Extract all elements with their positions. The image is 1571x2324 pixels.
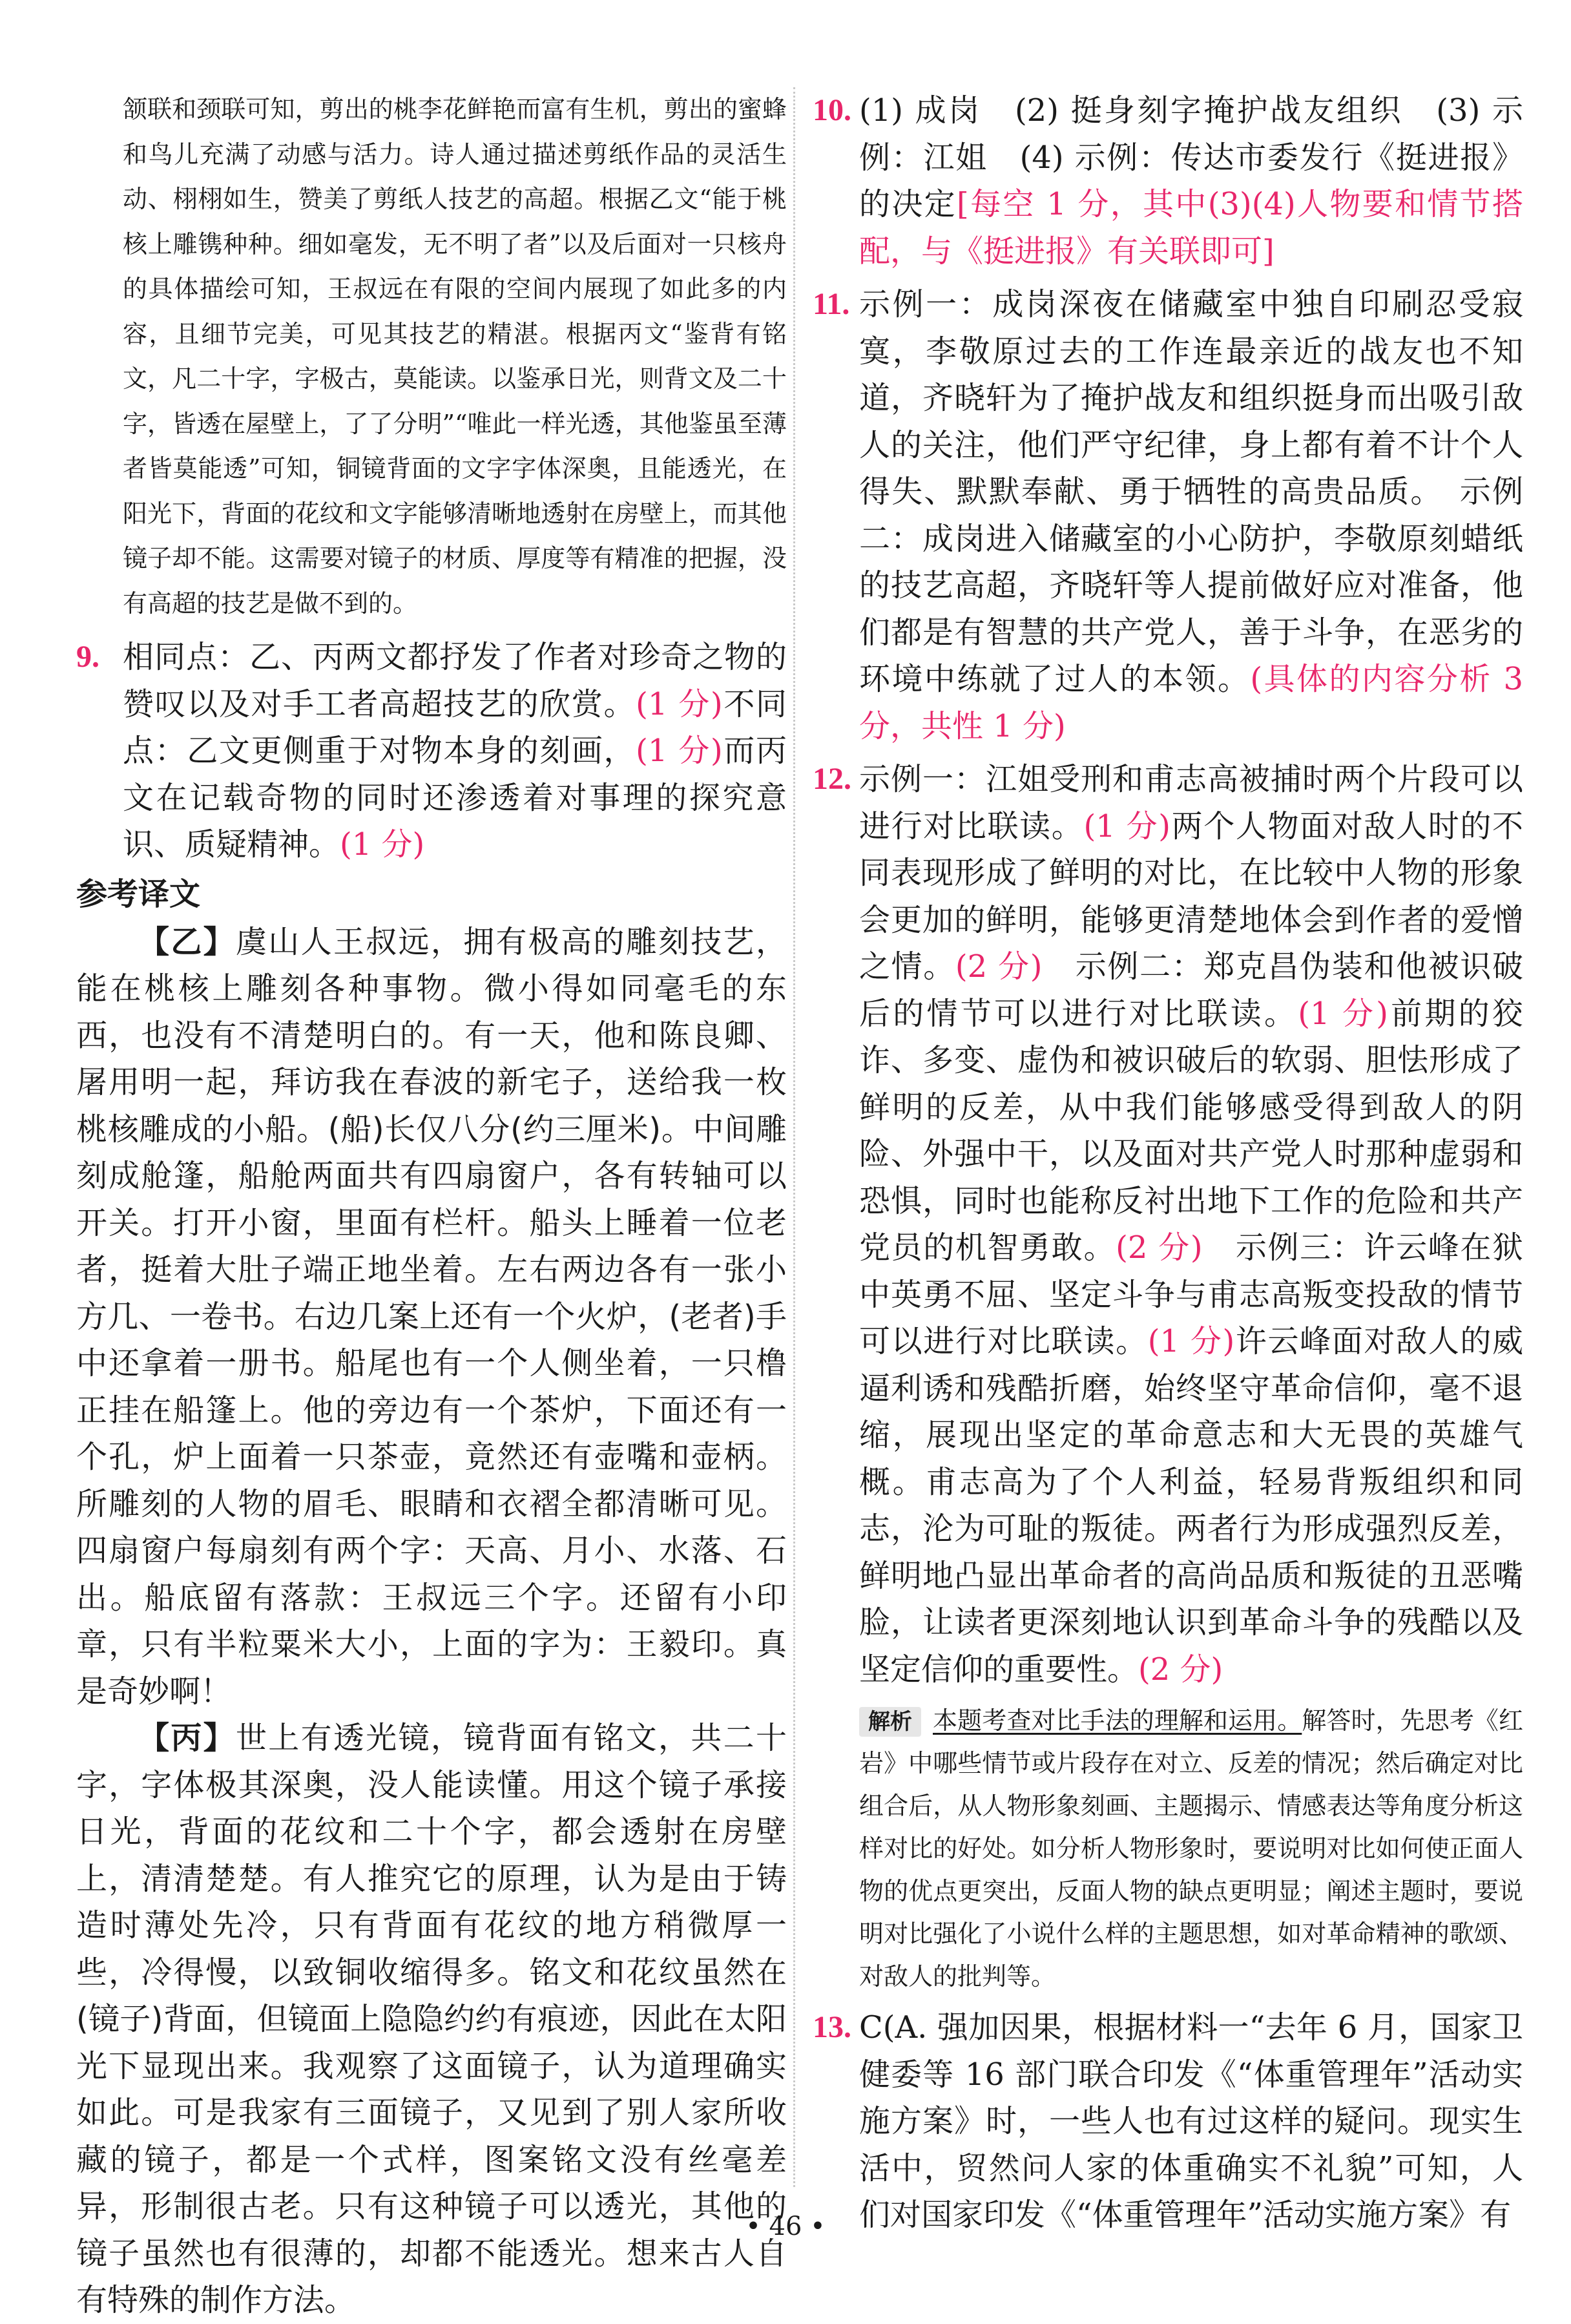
question-12 <box>813 756 1523 1693</box>
answer-text: 示例一：江姐受刑和甫志高被捕时两个片段可以进行对比联读。 <box>859 761 1523 844</box>
translation-yi <box>76 919 787 1715</box>
translation-text: 世上有透光镜，镜背面有铭文，共二十字，字体极其深奥，没人能读懂。用这个镜子承接日光，背面的花纹和二十个字，都会透射在房壁上，清清楚楚。有人推究它的原理，认为是由于铸造时薄处先冷，只有背面有花纹的地方稍微厚一些，冷得慢，以致铜收缩得多。铭文和花纹虽然在(镜子)背面，但镜面上隐隐约约有痕迹，因此在太阳光下显现出来。我观察了这面镜子，认为道理确实如此。可是我家有三面镜子，又见到了别人家所收藏的镜子，都是一个式样，图案铭文没有丝毫差异，形制很古老。只有这种镜子可以透光，其他的镜子虽然也有很薄的，却都不能透光。想来古人自有特殊的制作方法。 <box>76 1720 787 2318</box>
analysis-label: 解析 <box>859 1707 921 1737</box>
score-note: (1 分) <box>1083 808 1170 844</box>
answer-text: 前期的狡诈、多变、虚伪和被识破后的软弱、胆怯形成了鲜明的反差，从中我们能够感受得到敌人的阴险、外强中干，以及面对共产党人时那种虚弱和恐惧，同时也能称反衬出地下工作的危险和共产党员的机智勇敢。 <box>859 995 1523 1266</box>
question-number: 9. <box>76 640 99 674</box>
score-note: (2 分) <box>955 948 1043 985</box>
score-note: (具体的内容分析 3 分，共性 1 分) <box>859 661 1523 744</box>
answer-text: 相同点：乙、丙两文都抒发了作者对珍奇之物的赞叹以及对手工者高超技艺的欣赏。 <box>123 639 787 722</box>
answer-text: 示例二：郑克昌伪装和他被识破后的情节可以进行对比联读。 <box>859 948 1523 1032</box>
answer-text: (1) 成岗 (2) 挺身刻字掩护战友组织 (3) 示例：江姐 (4) 示例：传达市委发行《挺进报》的决定 <box>859 92 1523 222</box>
left-column <box>76 87 787 2324</box>
question-13 <box>813 2004 1523 2239</box>
translation-heading: 参考译文 <box>76 877 201 912</box>
question-number: 11. <box>813 287 850 321</box>
score-note: (2 分) <box>1138 1651 1223 1688</box>
answer-text: C(A. 强加因果，根据材料一“去年 6 月，国家卫健委等 16 部门联合印发《“体重管理年”活动实施方案》时，一些人也有过这样的疑问。现实生活中，贸然问人家的体重确实不礼貌”可知，人们对国家印发《“体重管理年”活动实施方案》有 <box>859 2009 1523 2233</box>
analysis-text: 解答时，先思考《红岩》中哪些情节或片段存在对立、反差的情况；然后确定对比组合后，从人物形象刻画、主题揭示、情感表达等角度分析这样对比的好处。如分析人物形象时，要说明对比如何使正面人物的优点更突出，反面人物的缺点更明显；阐述主题时，要说明对比强化了小说什么样的主题思想，如对革命精神的歌颂、对敌人的批判等。 <box>859 1706 1523 1991</box>
question-number: 12. <box>813 762 851 796</box>
q8-answer-continuation: 颔联和颈联可知，剪出的桃李花鲜艳而富有生机，剪出的蜜蜂和鸟儿充满了动感与活力。诗人通过描述剪纸作品的灵活生动、栩栩如生，赞美了剪纸人技艺的高超。根据乙文“能于桃核上雕镌种种。细如毫发，无不明了者”以及后面对一只核舟的具体描绘可知，王叔远在有限的空间内展现了如此多的内容，且细节完美，可见其技艺的精湛。根据丙文“鉴背有铭文，凡二十字，字极古，莫能读。以鉴承日光，则背文及二十字，皆透在屋壁上，了了分明”“唯此一样光透，其他鉴虽至薄者皆莫能透”可知，铜镜背面的文字字体深奥，且能透光，在阳光下，背面的花纹和文字能够清晰地透射在房壁上，而其他镜子却不能。这需要对镜子的材质、厚度等有精准的把握，没有高超的技艺是做不到的。 <box>123 95 787 618</box>
translation-tag: 【乙】 <box>138 923 236 960</box>
analysis-block <box>859 1699 1523 1998</box>
score-note: (1 分) <box>636 686 723 722</box>
question-number: 10. <box>813 93 851 127</box>
right-column <box>813 87 1523 2239</box>
translation-tag: 【丙】 <box>138 1720 236 1756</box>
score-note: (2 分) <box>1116 1230 1203 1266</box>
score-note: [每空 1 分，其中(3)(4)人物要和情节搭配，与《挺进报》有关联即可] <box>859 186 1523 269</box>
score-note: (1 分) <box>1298 995 1388 1032</box>
question-number: 13. <box>813 2010 851 2044</box>
question-9 <box>76 634 787 868</box>
answer-text: 许云峰面对敌人的威逼利诱和残酷折磨，始终坚守革命信仰，毫不退缩，展现出坚定的革命意志和大无畏的英雄气概。甫志高为了个人利益，轻易背叛组织和同志，沦为可耻的叛徒。两者行为形成强烈反差，鲜明地凸显出革命者的高尚品质和叛徒的丑恶嘴脸，让读者更深刻地认识到革命斗争的残酷以及坚定信仰的重要性。 <box>859 1323 1523 1688</box>
score-note: (1 分) <box>636 733 723 769</box>
score-note: (1 分) <box>1147 1323 1235 1359</box>
page-number: • 46 • <box>745 2212 826 2241</box>
translation-text: 虞山人王叔远，拥有极高的雕刻技艺，能在桃核上雕刻各种事物。微小得如同毫毛的东西，也没有不清楚明白的。有一天，他和陈良卿、屠用明一起，拜访我在春波的新宅子，送给我一枚桃核雕成的小船。(船)长仅八分(约三厘米)。中间雕刻成舱篷，船舱两面共有四扇窗户，各有转轴可以开关。打开小窗，里面有栏杆。船头上睡着一位老者，挺着大肚子端正地坐着。左右两边各有一张小方几、一卷书。右边几案上还有一个火炉，(老者)手中还拿着一册书。船尾也有一个人侧坐着，一只橹正挂在船篷上。他的旁边有一个茶炉，下面还有一个孔，炉上面着一只茶壶，竟然还有壶嘴和壶柄。所雕刻的人物的眉毛、眼睛和衣褶全都清晰可见。四扇窗户每扇刻有两个字：天高、月小、水落、石出。船底留有落款：王叔远三个字。还留有小印章，只有半粒粟米大小，上面的字为：王毅印。真是奇妙啊！ <box>76 923 787 1710</box>
answer-text: 示例三：许云峰在狱中英勇不屈、坚定斗争与甫志高叛变投敌的情节可以进行对比联读。 <box>859 1230 1523 1359</box>
analysis-lead: 本题考查对比手法的理解和运用。 <box>933 1706 1302 1735</box>
score-note: (1 分) <box>340 826 425 863</box>
question-11 <box>813 281 1523 749</box>
answer-text: 两个人物面对敌人时的不同表现形成了鲜明的对比，在比较中人物的形象会更加的鲜明，能够更清楚地体会到作者的爱憎之情。 <box>859 808 1523 985</box>
column-divider <box>793 87 795 2187</box>
answer-text: 示例一：成岗深夜在储藏室中独自印刷忍受寂寞，李敬原过去的工作连最亲近的战友也不知道，齐晓轩为了掩护战友和组织挺身而出吸引敌人的关注，他们严守纪律，身上都有着不计个人得失、默默奉献、勇于牺牲的高贵品质。 示例二：成岗进入储藏室的小心防护，李敬原刻蜡纸的技艺高超，齐晓轩等人提前做好应对准备，他们都是有智慧的共产党人，善于斗争，在恶劣的环境中练就了过人的本领。 <box>859 286 1523 697</box>
answer-text: 而丙文在记载奇物的同时还渗透着对事理的探究意识、质疑精神。 <box>123 733 787 863</box>
question-10 <box>813 87 1523 275</box>
answer-text: 不同点：乙文更侧重于对物本身的刻画， <box>123 686 787 769</box>
